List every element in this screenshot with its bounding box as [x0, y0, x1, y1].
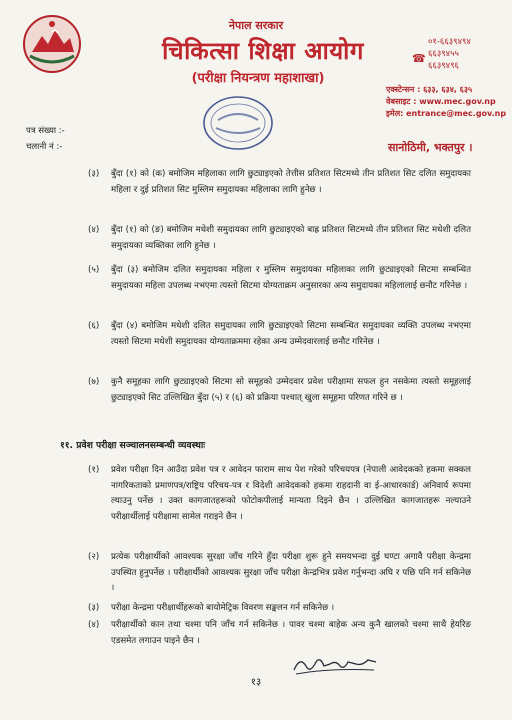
telephone-icon: ☎ — [412, 52, 426, 65]
office-location: सानोठिमी, भक्तपुर । — [388, 141, 473, 154]
department-subtitle: (परीक्षा नियन्त्रण महाशाखा) — [191, 71, 325, 86]
letter-number-label: पत्र संख्या :- — [26, 126, 65, 136]
clause-number: (७) — [88, 377, 100, 387]
item-number: (४) — [88, 620, 100, 630]
clause-number: (५) — [88, 265, 100, 275]
clause-number: (४) — [88, 225, 100, 235]
dispatch-number-label: चलानी नं :- — [26, 142, 63, 152]
contact-info — [386, 84, 506, 120]
organization-title: चिकित्सा शिक्षा आयोग — [162, 37, 364, 65]
website: वेबसाइट : www.mec.gov.np — [386, 97, 496, 106]
clause-text: बुँदा (१) को (क) बमोजिम महिलाका लागि छुट्याइएको तेत्तीस प्रतिशत सिटमध्ये तीन प्रतिशत सिट दलित समुदायका महिला र दुई प्रतिशत सिट मुस्लिम समुदायका महिलाका लागि हुनेछ । — [111, 169, 471, 195]
clause-text: बुँदा (१) को (ङ) बमोजिम मधेशी समुदायका लागि छुट्याइएको बाह्र प्रतिशत सिटमध्ये तीन प्रतिशत सिट मधेशी दलित समुदायका व्यक्तिका लागि हुनेछ । — [111, 225, 471, 251]
item-text: परीक्षा केन्द्रमा परीक्षार्थीहरूको बायोमेट्रिक विवरण सङ्कलन गर्न सकिनेछ । — [111, 603, 335, 613]
phone-number: ६६३९४५५ — [428, 49, 459, 59]
email: इमेल: entrance@mec.gov.np — [386, 109, 507, 118]
item-number: (१) — [88, 465, 100, 475]
official-stamp — [200, 94, 276, 152]
government-label: नेपाल सरकार — [228, 19, 284, 32]
item-number: (३) — [88, 603, 100, 613]
section-heading: ११. प्रवेश परीक्षा सञ्चालनसम्बन्धी व्यवस्थाः — [60, 440, 206, 451]
clause-text: कुनै समूहका लागि छुट्याइएको सिटमा सो समूहको उम्मेदवार प्रवेश परीक्षामा सफल हुन नसकेमा त्यस्तो समूहलाई छुट्याइएको सिट उल्लिखित बुँदा (५) र (६) को प्रक्रिया पश्चात् खुला समूहमा परिणत गरिने छ । — [111, 377, 471, 403]
clause-text: बुँदा (४) बमोजिम मधेशी दलित समुदायका लागि छुट्याइएको सिटमा सम्बन्धित समुदायका व्यक्ति उपलब्ध नभएमा त्यस्तो सिटमा मधेशी समुदायका योग्यताक्रममा रहेका अन्य उम्मेदवारलाई छनौट गरिनेछ । — [111, 321, 471, 347]
item-text: प्रत्येक परीक्षार्थीको आवश्यक सुरक्षा जाँच गरिने हुँदा परीक्षा शुरू हुने समयभन्दा दुई घण्टा अगावै परीक्षा केन्द्रमा उपस्थित हुनुपर्नेछ । परीक्षार्थीको आवश्यक सुरक्षा जाँच परीक्षा केन्द्रभित्र प्रवेश गर्नुभन्दा अघि र पछि पनि गर्न सकिनेछ । — [111, 552, 471, 593]
item-text: परीक्षार्थीको कान तथा चश्मा पनि जाँच गर्न सकिनेछ । पावर चश्मा बाहेक अन्य कुनै खालको चश्मा साथै हेयरिङ एडसमेत लगाउन पाइने छैन । — [111, 620, 471, 646]
clause-number: (३) — [88, 169, 100, 179]
phone-numbers — [428, 36, 471, 72]
clause-number: (६) — [88, 321, 100, 331]
page-number: १३ — [250, 677, 262, 688]
phone-number: ०१-६६३९४९४ — [428, 37, 471, 47]
item-text: प्रवेश परीक्षा दिन आउँदा प्रवेश पत्र र आवेदन फाराम साथ पेश गरेको परिचयपत्र (नेपाली आवेदकको हकमा सक्कल नागरिकताको प्रमाणपत्र/राष्ट्रिय परिचय-पत्र र विदेशी आवेदकको हकमा राहदानी वा ई-आधारकार्ड) अनिवार्य रूपमा ल्याउनु पर्नेछ । उक्त कागजातहरूको फोटोकपीलाई मान्यता दिइने छैन । उल्लिखित कागजातहरू नल्याउने परीक्षार्थीलाई परीक्षामा सामेल गराइने छैन । — [111, 465, 471, 522]
item-number: (२) — [88, 552, 100, 562]
phone-number: ६६३९४९६ — [428, 61, 459, 71]
clause-text: बुँदा (३) बमोजिम दलित समुदायका महिला र मुस्लिम समुदायका महिलाका लागि छुट्याइएको सिटमा सम्बन्धित समुदायका महिला उपलब्ध नभएमा त्यस्तो सिटमा योग्यताक्रम अनुसारका अन्य समुदायका महिलालाई छनौट गरिनेछ । — [111, 265, 471, 291]
extension: एक्स्टेन्सन : ६३३, ६३४, ६३५ — [386, 85, 473, 94]
